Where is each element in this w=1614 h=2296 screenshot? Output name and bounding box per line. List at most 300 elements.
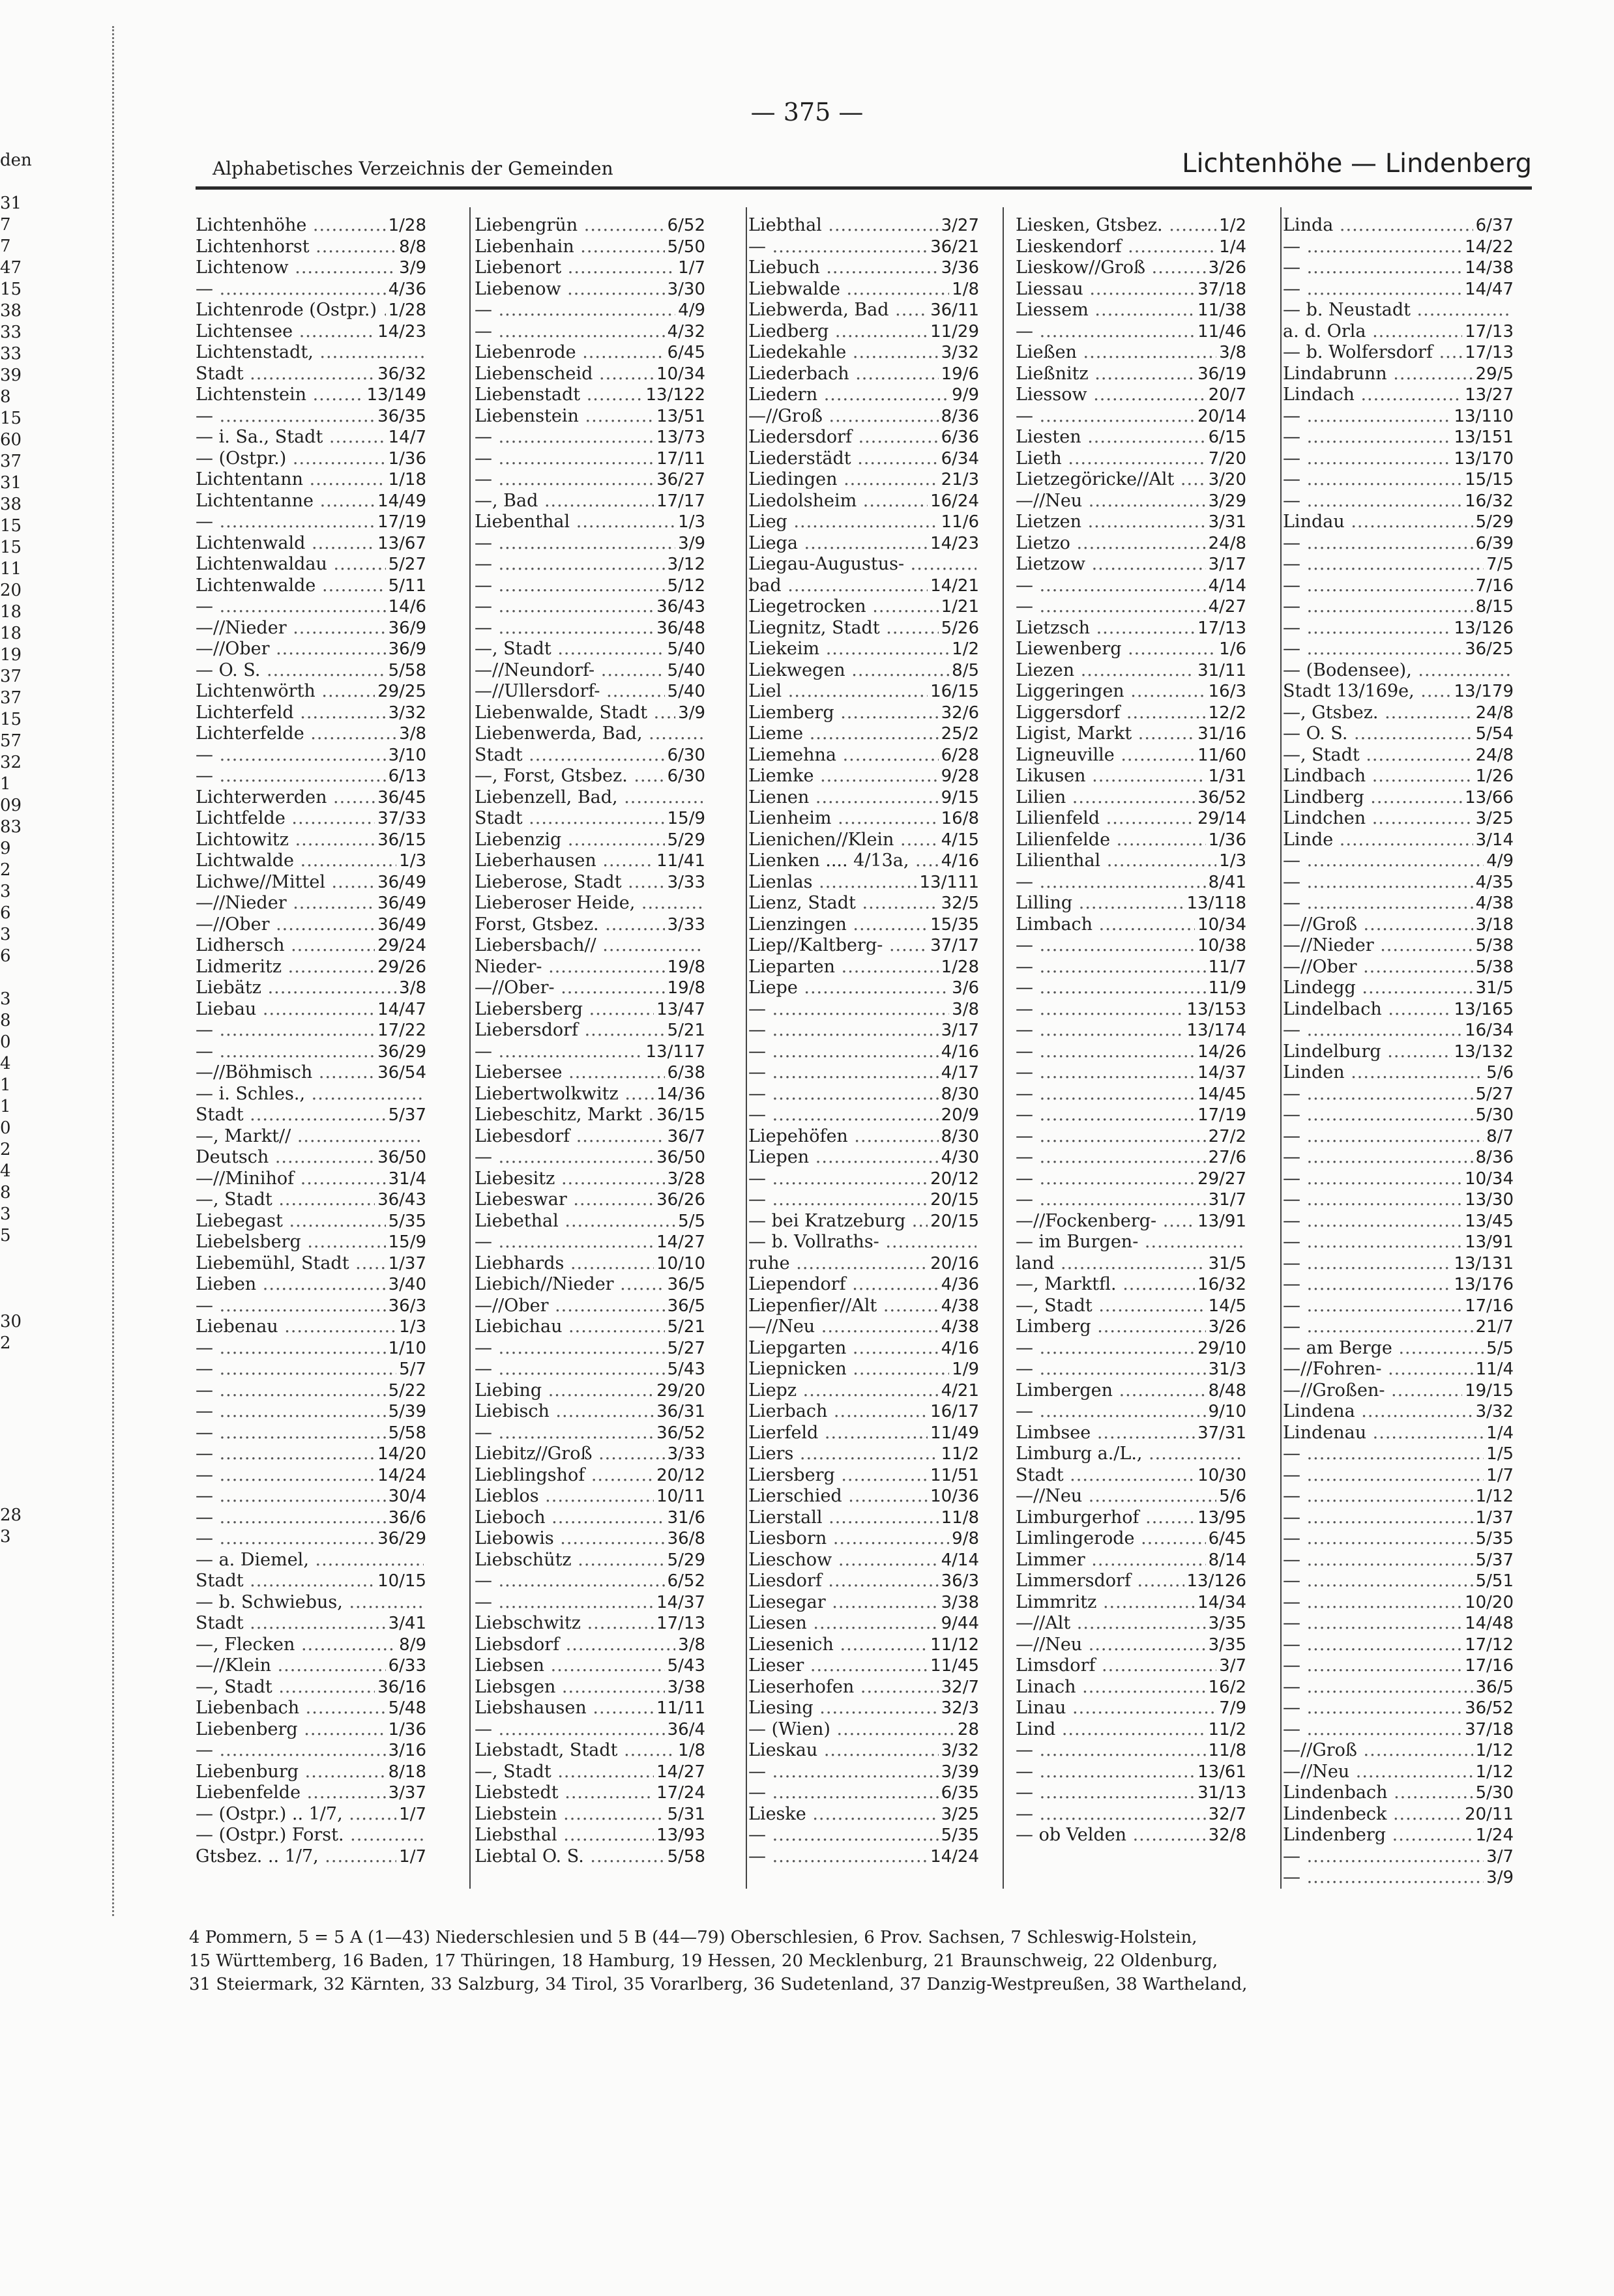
entry-reference: 3/32 (941, 343, 979, 362)
index-entry (475, 554, 705, 575)
entry-reference: 16/34 (1465, 1021, 1514, 1040)
entry-name: —//Nieder ..... (1283, 935, 1473, 957)
entry-reference: 36/5 (1475, 1677, 1514, 1697)
entry-name: Lidhersch ..... (196, 935, 375, 957)
index-entry (196, 1550, 426, 1571)
index-entry (748, 830, 979, 851)
entry-reference: 14/48 (1465, 1614, 1514, 1633)
entry-reference: 5/38 (1475, 936, 1514, 955)
index-entry (748, 237, 979, 258)
entry-name: — ..... (1016, 1147, 1206, 1169)
index-entry (475, 1698, 705, 1719)
entry-reference: 3/8 (1219, 343, 1246, 362)
entry-reference (424, 1825, 426, 1846)
entry-name: — ..... (1283, 596, 1473, 618)
entry-reference: 36/21 (930, 237, 979, 257)
entry-name: Lierfeld ..... (748, 1423, 928, 1444)
index-entry (475, 469, 705, 491)
entry-name: Liebeswar ..... (475, 1189, 654, 1211)
entry-name: — ..... (1283, 554, 1484, 575)
entry-reference: 5/31 (667, 1804, 705, 1824)
entry-name: —//Neundorf- ..... (475, 660, 665, 682)
entry-reference: 20/9 (941, 1105, 979, 1125)
entry-reference: 5/39 (388, 1402, 426, 1421)
entry-name: Lieme ..... (748, 723, 939, 745)
entry-reference: 8/15 (1475, 597, 1514, 617)
entry-reference: 1/7 (399, 1804, 426, 1824)
entry-name: Lindenberg ..... (1283, 1825, 1473, 1846)
index-entry (1016, 1677, 1246, 1698)
index-entry (748, 1084, 979, 1105)
entry-reference: 5/35 (941, 1825, 979, 1845)
index-entry (1283, 1084, 1514, 1105)
entry-reference: 1/37 (388, 1253, 426, 1273)
entry-name: Lindena ..... (1283, 1401, 1473, 1423)
entry-reference: 1/28 (941, 957, 979, 977)
entry-reference: 32/5 (941, 894, 979, 913)
entry-reference: 1/3 (399, 851, 426, 871)
index-entry (1016, 1062, 1246, 1084)
entry-reference: 3/33 (667, 914, 705, 935)
entry-reference (424, 1550, 426, 1571)
entry-reference: 20/12 (930, 1169, 979, 1189)
entry-reference: 31/16 (1197, 724, 1246, 744)
entry-reference: 6/28 (941, 745, 979, 765)
entry-name: Liedolsheim ..... (748, 491, 928, 512)
entry-name: Liekeim ..... (748, 639, 949, 660)
entry-name: — ..... (1283, 1169, 1462, 1190)
index-entry (1016, 1740, 1246, 1762)
entry-reference: 29/10 (1197, 1338, 1246, 1358)
entry-reference: 13/47 (656, 999, 705, 1019)
entry-name: Lieskau ..... (748, 1740, 939, 1762)
entry-reference: 3/32 (941, 1741, 979, 1760)
column-divider (469, 207, 471, 1889)
entry-name: —//Nieder ..... (196, 618, 386, 639)
entry-reference: 13/122 (645, 385, 705, 405)
entry-reference: 16/8 (941, 809, 979, 828)
index-entry (1283, 1507, 1514, 1529)
entry-reference: 36/27 (656, 470, 705, 489)
entry-reference: 3/8 (952, 999, 979, 1019)
index-entry (196, 999, 426, 1021)
index-entry (475, 1232, 705, 1253)
entry-reference: 3/41 (388, 1614, 426, 1633)
index-entry (1016, 830, 1246, 851)
entry-reference: 1/28 (388, 300, 426, 320)
entry-reference: 13/91 (1197, 1211, 1246, 1231)
index-entry (748, 448, 979, 470)
entry-name: Lichtenhorst ..... (196, 237, 396, 258)
entry-name: — ..... (196, 1740, 386, 1762)
entry-name: — bei Kratzeburg ..... (748, 1211, 928, 1232)
entry-name: — b. Wolfersdorf ..... (1283, 342, 1462, 364)
entry-reference: 29/14 (1197, 809, 1246, 828)
entry-reference: 36/6 (388, 1507, 426, 1528)
entry-name: — ..... (1283, 1444, 1484, 1465)
index-entry (475, 1189, 705, 1211)
entry-reference: 5/37 (388, 1105, 426, 1125)
index-entry (475, 427, 705, 448)
entry-reference: 16/24 (930, 491, 979, 511)
entry-name: Deutsch ..... (196, 1147, 375, 1169)
index-entry (1016, 1550, 1246, 1571)
index-entry (1016, 469, 1246, 491)
entry-name: Liewenberg ..... (1016, 639, 1216, 660)
index-entry (475, 1020, 705, 1041)
entry-name: Lieserhofen ..... (748, 1677, 939, 1698)
index-entry (1016, 257, 1246, 279)
entry-name: — ..... (196, 1380, 386, 1402)
entry-reference: 13/174 (1186, 1021, 1246, 1040)
margin-fragment: 1 (0, 774, 11, 794)
entry-name: Ließen ..... (1016, 342, 1216, 364)
entry-name: —//Groß ..... (1283, 1740, 1473, 1762)
entry-reference: 3/17 (1208, 555, 1246, 574)
index-entry (475, 1316, 705, 1338)
entry-name: Lindelburg ..... (1283, 1041, 1452, 1063)
entry-name: — ..... (475, 1719, 665, 1741)
entry-reference: 36/8 (667, 1529, 705, 1548)
entry-name: — ..... (196, 1020, 375, 1041)
index-entry (748, 1825, 979, 1846)
index-entry (748, 321, 979, 343)
entry-name: — ..... (196, 1338, 386, 1359)
entry-reference: 6/37 (1475, 216, 1514, 235)
index-entry (196, 660, 426, 682)
index-entry (196, 1253, 426, 1275)
entry-reference: 5/27 (1475, 1084, 1514, 1104)
footer-line: 31 Steiermark, 32 Kärnten, 33 Salzburg, 34 Tirol, 35 Vorarlberg, 36 Sudetenland, 37 Danzig-Westpreußen, 38 Wartheland, (189, 1975, 1248, 1994)
entry-name: Liedersdorf ..... (748, 427, 939, 448)
index-entry (196, 957, 426, 978)
entry-name: Liebegast ..... (196, 1211, 386, 1232)
entry-name: Liers ..... (748, 1444, 939, 1465)
page-number: — 375 — (750, 98, 864, 126)
entry-name: Lindach ..... (1283, 385, 1462, 406)
entry-name: Liebertwolkwitz ..... (475, 1084, 654, 1105)
entry-name: — ..... (1283, 533, 1473, 555)
index-entry (1283, 957, 1514, 978)
index-entry (748, 491, 979, 512)
index-entry (475, 1571, 705, 1592)
entry-reference: 17/19 (1197, 1105, 1246, 1125)
entry-name: Stadt ..... (196, 1105, 386, 1126)
index-entry (196, 1635, 426, 1656)
entry-reference: 13/117 (645, 1041, 705, 1062)
entry-name: — ..... (1016, 1401, 1206, 1423)
entry-name: Lieblingshof ..... (475, 1465, 654, 1487)
entry-reference: 11/60 (1197, 745, 1246, 765)
index-entry (196, 215, 426, 237)
entry-reference: 11/38 (1197, 300, 1246, 320)
index-entry (748, 554, 979, 575)
entry-name: Liebsthal ..... (475, 1825, 654, 1846)
index-entry (475, 1486, 705, 1507)
entry-name: Liependorf ..... (748, 1274, 939, 1296)
index-entry (196, 978, 426, 999)
entry-name: — ..... (475, 300, 675, 321)
index-entry (196, 342, 426, 364)
entry-name: — ..... (1016, 978, 1206, 999)
entry-reference: 3/39 (941, 1762, 979, 1782)
entry-name: Liebenzig ..... (475, 830, 665, 851)
index-entry (196, 1274, 426, 1296)
index-entry (1283, 660, 1514, 682)
index-entry (1016, 1338, 1246, 1359)
entry-name: Liebstadt, Stadt ..... (475, 1740, 675, 1762)
index-entry (1283, 1126, 1514, 1148)
entry-reference: 1/37 (1475, 1507, 1514, 1528)
entry-reference: 1/7 (1486, 1465, 1514, 1485)
index-entry (748, 1338, 979, 1359)
entry-name: — ..... (1016, 957, 1206, 978)
entry-name: Liebuch ..... (748, 257, 939, 279)
entry-name: — ..... (1016, 596, 1206, 618)
index-entry (1283, 1232, 1514, 1253)
margin-fragment (0, 1247, 46, 1268)
entry-name: Linde ..... (1283, 830, 1473, 851)
margin-fragment (0, 1419, 46, 1440)
index-entry (196, 1740, 426, 1762)
entry-name: — ..... (1016, 1338, 1195, 1359)
entry-name: — ..... (1283, 1105, 1473, 1126)
entry-name: Lienichen//Klein ..... (748, 830, 939, 851)
entry-name: Liemehna ..... (748, 745, 939, 766)
index-entry (748, 703, 979, 724)
index-entry (1283, 215, 1514, 237)
entry-reference: 13/27 (1465, 385, 1514, 405)
index-entry (196, 1444, 426, 1465)
index-entry (196, 364, 426, 385)
entry-name: Liebemühl, Stadt ..... (196, 1253, 386, 1275)
entry-name: Lichtenhöhe ..... (196, 215, 386, 237)
entry-name: — ..... (1283, 1126, 1484, 1148)
entry-reference: 9/9 (952, 385, 979, 405)
entry-name: Liederstädt ..... (748, 448, 939, 470)
index-entry (1016, 1613, 1246, 1635)
margin-fragment: 9 (0, 839, 11, 858)
entry-reference: 7/20 (1208, 448, 1246, 469)
index-entry (1283, 1740, 1514, 1762)
index-entry (475, 300, 705, 321)
margin-fragment: 8 (0, 1183, 11, 1202)
index-entry (475, 1169, 705, 1190)
entry-reference: 6/30 (667, 766, 705, 786)
index-entry (475, 999, 705, 1021)
entry-reference: 36/5 (667, 1275, 705, 1294)
margin-fragment (0, 1591, 46, 1612)
margin-fragment: 15 (0, 710, 22, 729)
entry-reference: 17/13 (1197, 618, 1246, 638)
index-entry (748, 893, 979, 914)
margin-fragment (0, 1397, 46, 1419)
index-entry (475, 1740, 705, 1762)
index-entry (748, 914, 979, 936)
entry-name: —//Neu ..... (1016, 1635, 1206, 1656)
margin-fragment: 38 (0, 301, 22, 321)
entry-reference: 12/2 (1208, 703, 1246, 723)
entry-reference: 1/18 (388, 470, 426, 489)
index-entry (475, 1274, 705, 1296)
entry-reference: 5/54 (1475, 724, 1514, 744)
margin-fragment (0, 1290, 46, 1311)
entry-name: — ..... (748, 1020, 939, 1041)
entry-reference: 15/9 (388, 1232, 426, 1252)
entry-reference: 20/15 (930, 1190, 979, 1210)
index-entry (1016, 1126, 1246, 1148)
index-entry (475, 491, 705, 512)
index-entry (1283, 469, 1514, 491)
entry-name: Liebeschitz, Markt ..... (475, 1105, 654, 1126)
index-entry (475, 1359, 705, 1380)
index-entry (1016, 279, 1246, 300)
entry-reference: 4/21 (941, 1380, 979, 1401)
index-entry (1016, 1274, 1246, 1296)
entry-name: Liedern ..... (748, 385, 949, 406)
entry-name: Liebersdorf ..... (475, 1020, 665, 1041)
margin-fragment: 18 (0, 602, 22, 622)
entry-name: Lindberg ..... (1283, 787, 1462, 809)
entry-reference: 36/52 (1465, 1698, 1514, 1718)
entry-name: Liebenstein ..... (475, 406, 654, 428)
index-entry (1283, 1020, 1514, 1041)
index-entry (748, 872, 979, 894)
entry-reference: 36/43 (656, 597, 705, 617)
entry-name: Lindelbach ..... (1283, 999, 1452, 1021)
index-entry (748, 1147, 979, 1169)
index-entry (748, 1846, 979, 1868)
entry-reference: 20/15 (930, 1211, 979, 1231)
index-entry (196, 787, 426, 809)
entry-reference: 4/38 (1475, 894, 1514, 913)
entry-reference: 11/45 (930, 1656, 979, 1676)
entry-name: bad ..... (748, 575, 928, 597)
entry-name: — ob Velden ..... (1016, 1825, 1206, 1846)
entry-reference: 31/7 (1208, 1190, 1246, 1210)
entry-reference: 16/15 (930, 682, 979, 701)
entry-reference: 21/3 (941, 470, 979, 489)
entry-reference: 27/6 (1208, 1148, 1246, 1167)
entry-reference: 36/29 (377, 1529, 426, 1548)
entry-name: Stadt ..... (475, 745, 665, 766)
entry-reference: 29/5 (1475, 364, 1514, 384)
entry-reference: 20/12 (656, 1465, 705, 1485)
entry-name: Liepz ..... (748, 1380, 939, 1402)
entry-name: Lieberhausen ..... (475, 850, 654, 872)
index-entry (475, 1592, 705, 1614)
index-entry (1016, 1105, 1246, 1126)
entry-name: Liebing ..... (475, 1380, 654, 1402)
entry-name: — (Bodensee), ..... (1283, 660, 1511, 682)
entry-name: — O. S. ..... (1283, 723, 1473, 745)
index-entry (1016, 1169, 1246, 1190)
index-entry (196, 1126, 426, 1148)
entry-reference: 36/11 (930, 300, 979, 320)
column-divider (1280, 207, 1282, 1889)
index-entry (196, 1465, 426, 1487)
entry-name: Liessau ..... (1016, 279, 1195, 300)
entry-name: — ..... (1016, 406, 1195, 428)
entry-name: Lichtenwörth ..... (196, 681, 375, 703)
entry-name: Liebenbach ..... (196, 1698, 386, 1719)
entry-name: — ..... (475, 427, 654, 448)
index-entry (1283, 406, 1514, 428)
index-entry (1016, 215, 1246, 237)
entry-reference: 21/7 (1475, 1317, 1514, 1337)
index-entry (196, 427, 426, 448)
index-entry (196, 1762, 426, 1783)
index-entry (1016, 1189, 1246, 1211)
entry-name: Liebsdorf ..... (475, 1635, 675, 1656)
margin-fragment: 33 (0, 323, 22, 342)
margin-fragment: 3 (0, 925, 11, 944)
entry-reference: 13/176 (1454, 1275, 1514, 1294)
margin-fragment: 3 (0, 1527, 11, 1547)
entry-reference: 4/9 (678, 300, 705, 320)
entry-reference: 17/24 (656, 1783, 705, 1803)
index-entry (1283, 427, 1514, 448)
index-entry (1283, 850, 1514, 872)
entry-name: —//Ober ..... (1283, 957, 1473, 978)
entry-name: — ..... (1016, 1804, 1206, 1825)
entry-reference: 17/13 (1465, 321, 1514, 341)
margin-fragment (0, 1354, 46, 1376)
entry-name: Lichwe//Mittel ..... (196, 872, 375, 894)
entry-name: — ..... (748, 999, 949, 1021)
index-entry (475, 596, 705, 618)
entry-reference: 4/14 (941, 1550, 979, 1570)
entry-name: — ..... (475, 1232, 654, 1253)
index-entry (1016, 1698, 1246, 1719)
entry-reference: 3/20 (1208, 470, 1246, 489)
index-entry (475, 1338, 705, 1359)
margin-fragment: 0 (0, 1118, 11, 1138)
entry-name: Liebwerda, Bad ..... (748, 300, 928, 321)
entry-reference: 5/40 (667, 639, 705, 659)
entry-reference: 1/8 (678, 1741, 705, 1760)
entry-reference: 36/3 (388, 1296, 426, 1316)
entry-name: — am Berge ..... (1283, 1338, 1484, 1359)
index-entry (748, 1211, 979, 1232)
entry-reference: 3/33 (667, 872, 705, 892)
entry-reference: 5/35 (388, 1211, 426, 1231)
margin-fragment: 2 (0, 860, 11, 880)
entry-name: Liepgarten ..... (748, 1338, 939, 1359)
footer-legend (189, 1926, 1480, 1996)
index-entry (475, 618, 705, 639)
entry-name: Ligneuville ..... (1016, 745, 1195, 766)
index-entry (748, 1105, 979, 1126)
index-entry (196, 1211, 426, 1232)
entry-name: Stadt ..... (196, 1571, 375, 1592)
entry-name: — ..... (1016, 999, 1184, 1021)
entry-reference: 29/26 (377, 957, 426, 977)
index-entry (1283, 1338, 1514, 1359)
entry-name: Liebitz//Groß ..... (475, 1444, 665, 1465)
entry-reference: 36/5 (667, 1296, 705, 1316)
entry-name: Liebenthal ..... (475, 512, 675, 533)
index-entry (1016, 1804, 1246, 1825)
index-entry (196, 1189, 426, 1211)
entry-reference: 11/51 (930, 1465, 979, 1485)
entry-reference: 36/50 (377, 1148, 426, 1167)
index-entry (1016, 1316, 1246, 1338)
entry-reference: 24/8 (1475, 745, 1514, 765)
index-entry (196, 745, 426, 766)
entry-name: Liebersee ..... (475, 1062, 665, 1084)
entry-name: — ..... (1283, 1677, 1473, 1698)
